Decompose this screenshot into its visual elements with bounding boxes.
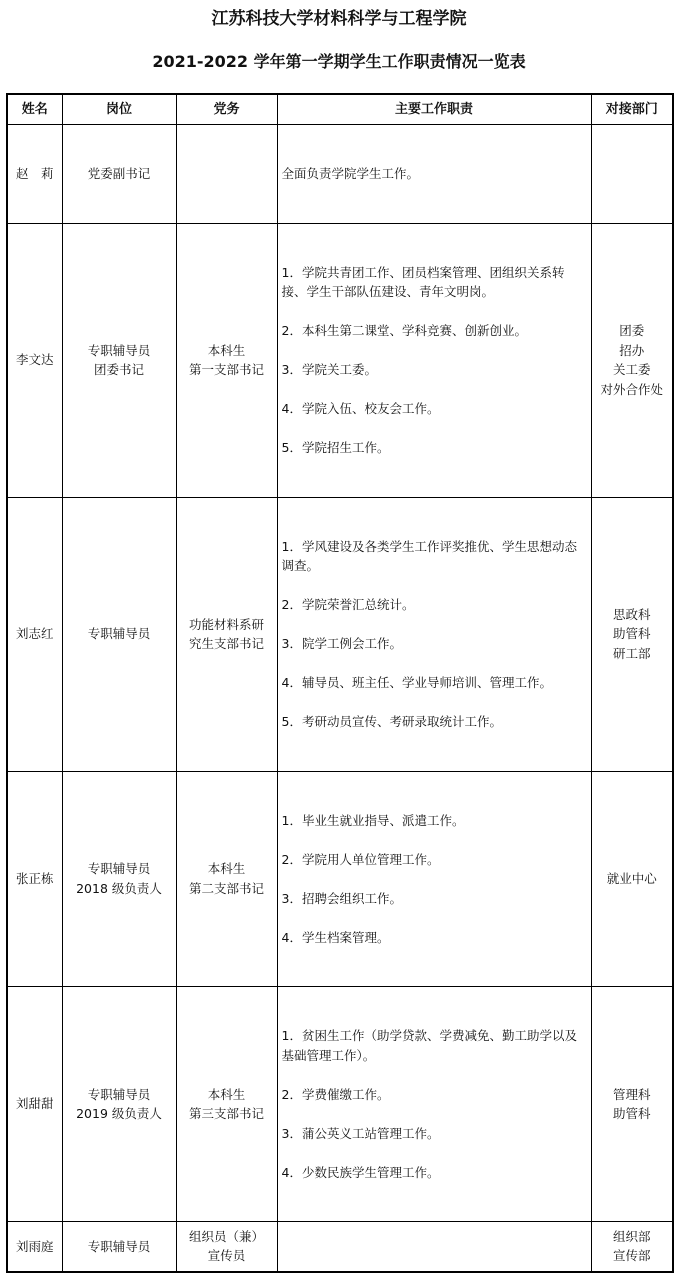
table-row [7, 223, 673, 497]
table-row [7, 987, 673, 1222]
cell-duties [277, 223, 591, 497]
cell-dept: 管理科 助管科 [591, 987, 673, 1222]
cell-name: 张正栋 [7, 771, 62, 987]
cell-post: 专职辅导员 [62, 1222, 176, 1272]
column-header-post: 岗位 [62, 94, 176, 125]
duty-list [282, 1007, 588, 1202]
cell-dept: 组织部 宣传部 [591, 1222, 673, 1272]
duty-item: 1．学院共青团工作、团员档案管理、团组织关系转接、学生干部队伍建设、青年文明岗。 [281, 264, 565, 299]
duty-item: 3．院学工例会工作。 [281, 636, 402, 651]
duty-item: 5．学院招生工作。 [281, 440, 390, 455]
cell-post: 专职辅导员 [62, 497, 176, 771]
duty-item: 全面负责学院学生工作。 [281, 166, 420, 181]
column-header-dept: 对接部门 [591, 94, 673, 125]
duty-item: 1．毕业生就业指导、派遣工作。 [281, 812, 465, 828]
table-row [7, 497, 673, 771]
cell-post: 专职辅导员 2019 级负责人 [62, 987, 176, 1222]
duty-item: 3．招聘会组织工作。 [281, 890, 402, 906]
duty-list [282, 243, 588, 477]
cell-duties [277, 771, 591, 987]
duty-item: 2．本科生第二课堂、学科竞赛、创新创业。 [281, 323, 527, 338]
duty-item: 3．蒲公英义工站管理工作。 [281, 1125, 440, 1141]
cell-party: 本科生 第三支部书记 [176, 987, 277, 1222]
document-subtitle: 2021-2022 学年第一学期学生工作职责情况一览表 [152, 52, 526, 71]
cell-dept: 就业中心 [591, 771, 673, 987]
cell-party: 组织员（兼） 宣传员 [176, 1222, 277, 1272]
cell-name: 刘志红 [7, 497, 62, 771]
table-row [7, 1222, 673, 1272]
table-row [7, 125, 673, 224]
document-title: 江苏科技大学材料科学与工程学院 [211, 9, 467, 29]
cell-dept: 思政科 助管科 研工部 [591, 497, 673, 771]
cell-name: 赵 莉 [7, 125, 62, 224]
duty-item: 3．学院关工委。 [281, 362, 377, 377]
cell-party: 本科生 第二支部书记 [176, 771, 277, 987]
duty-table [6, 93, 674, 1273]
duty-item: 1．学风建设及各类学生工作评奖推优、学生思想动态调查。 [281, 538, 577, 573]
duty-item: 4．学生档案管理。 [281, 929, 390, 945]
cell-party [176, 125, 277, 224]
cell-name: 李文达 [7, 223, 62, 497]
cell-duties [277, 1222, 591, 1272]
cell-duties [277, 125, 591, 224]
duty-list [282, 791, 588, 967]
duty-item: 1．贫困生工作（助学贷款、学费减免、勤工助学以及基础管理工作）。 [281, 1028, 577, 1063]
cell-post: 党委副书记 [62, 125, 176, 224]
duty-item: 2．学院荣誉汇总统计。 [281, 597, 415, 612]
cell-post: 专职辅导员 2018 级负责人 [62, 771, 176, 987]
duty-item: 2．学费催缴工作。 [281, 1086, 390, 1102]
duty-list [282, 145, 588, 204]
cell-party: 本科生 第一支部书记 [176, 223, 277, 497]
column-header-name: 姓名 [7, 94, 62, 125]
cell-party: 功能材料系研 究生支部书记 [176, 497, 277, 771]
duty-item: 4．少数民族学生管理工作。 [281, 1164, 440, 1180]
cell-dept: 团委 招办 关工委 对外合作处 [591, 223, 673, 497]
cell-name: 刘甜甜 [7, 987, 62, 1222]
duty-list [282, 517, 588, 751]
duty-item: 2．学院用人单位管理工作。 [281, 851, 440, 867]
cell-duties [277, 497, 591, 771]
cell-post: 专职辅导员 团委书记 [62, 223, 176, 497]
duty-item: 4．学院入伍、校友会工作。 [281, 401, 440, 416]
duty-item: 5．考研动员宣传、考研录取统计工作。 [281, 714, 502, 729]
cell-dept [591, 125, 673, 224]
cell-name: 刘雨庭 [7, 1222, 62, 1272]
table-row [7, 771, 673, 987]
column-header-duties: 主要工作职责 [277, 94, 591, 125]
column-header-party: 党务 [176, 94, 277, 125]
cell-duties [277, 987, 591, 1222]
table-header-row [7, 94, 673, 125]
duty-item: 4．辅导员、班主任、学业导师培训、管理工作。 [281, 675, 552, 690]
